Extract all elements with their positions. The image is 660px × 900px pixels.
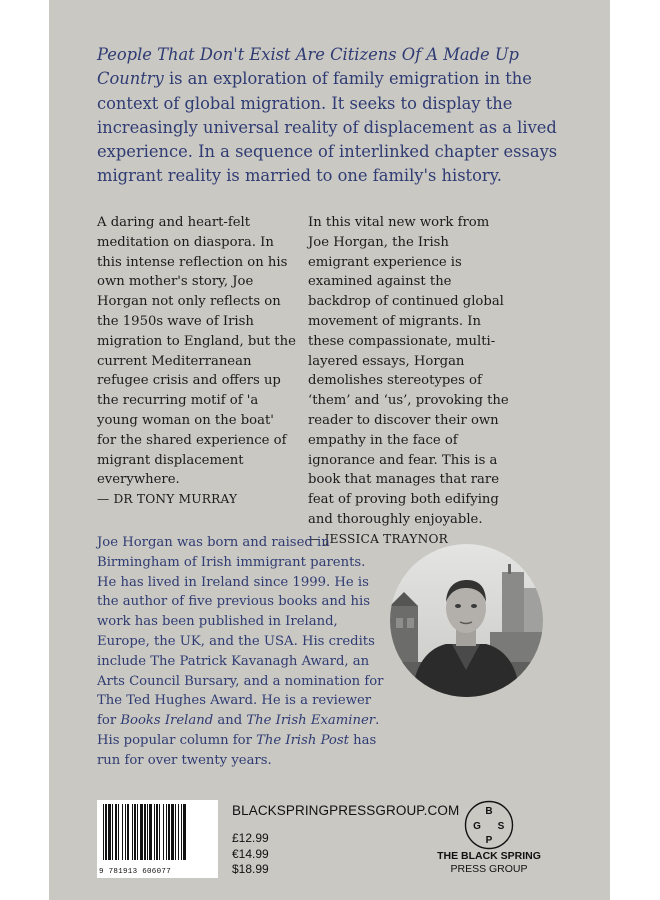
barcode-bar: [115, 804, 117, 860]
blurb-text: is an exploration of family emigration in the context of global migration. It seeks to display the increasingly universal reality of displacement as a lived experience. In a sequence of interlinked chapter essays migrant reality is married to one family's history.: [97, 69, 558, 186]
back-cover: [49, 0, 610, 900]
barcode-bars: [97, 800, 218, 864]
review-left: [97, 213, 297, 510]
barcode-bar: [175, 804, 176, 860]
review-author: — DR TONY MURRAY: [97, 492, 238, 507]
bio-text: has run for over twenty years.: [97, 732, 377, 768]
publisher-name: [419, 850, 559, 876]
barcode-bar: [171, 804, 174, 860]
logo-letter: G: [473, 821, 481, 832]
barcode-bar: [125, 804, 126, 860]
blurb-paragraph: [97, 43, 567, 189]
publication-name: The Irish Examiner: [246, 713, 376, 729]
barcode-bar: [159, 804, 160, 860]
barcode-bar: [156, 804, 158, 860]
logo-letter: S: [497, 821, 505, 832]
author-photo: [390, 544, 543, 697]
barcode-bar: [140, 804, 143, 860]
author-bio: [97, 533, 387, 771]
review-text: A daring and heart-felt meditation on diaspora. In this intense reflection on his own mother's story, Joe Horgan not only reflects on the 1950s wave of Irish migration to England, but the current Mediterranean refugee crisis and offers up the recurring motif of 'a young woman on the boat' for the shared experience of migrant displacement everywhere.: [97, 215, 296, 488]
barcode: [97, 800, 218, 878]
bio-text: Joe Horgan was born and raised in Birmingham of Irish immigrant parents. He has lived in Ireland since 1999. He is the author of five previous books and his work has been published in Ireland, Europe, the UK, and the USA. His credits include The Patrick Kavanagh Award, an Arts Council Bursary, and a nomination for The Ted Hughes Award. He is a reviewer for: [97, 535, 384, 729]
barcode-bar: [154, 804, 155, 860]
review-right: [308, 213, 513, 550]
barcode-bar: [137, 804, 138, 860]
barcode-bar: [144, 804, 146, 860]
barcode-bar: [178, 804, 179, 860]
barcode-bar: [108, 804, 111, 860]
publication-name: Books Ireland: [120, 713, 214, 729]
price-eur: €14.99: [232, 846, 269, 861]
publisher-name-line2: PRESS GROUP: [450, 863, 528, 875]
bio-text: and: [213, 713, 247, 729]
publisher-logo: [464, 800, 514, 850]
barcode-bar: [166, 804, 167, 860]
barcode-bar: [163, 804, 164, 860]
barcode-bar: [105, 804, 107, 860]
barcode-bar: [118, 804, 119, 860]
logo-letter: P: [485, 835, 493, 846]
barcode-bar: [132, 804, 133, 860]
barcode-bar: [181, 804, 182, 860]
barcode-bar: [134, 804, 136, 860]
barcode-bar: [168, 804, 170, 860]
barcode-bar: [103, 804, 104, 860]
barcode-bar: [149, 804, 152, 860]
barcode-bar: [122, 804, 123, 860]
price-gbp: £12.99: [232, 831, 269, 845]
book-title: People That Don't Exist Are Citizens Of A Made Up Country: [97, 45, 519, 89]
bio-text: . His popular column for: [97, 713, 380, 748]
publication-name: The Irish Post: [256, 732, 349, 748]
logo-letter: B: [485, 806, 493, 817]
barcode-bar: [127, 804, 129, 860]
review-author: — JESSICA TRAYNOR: [308, 531, 449, 546]
price-usd: $18.99: [232, 862, 269, 876]
review-text: In this vital new work from Joe Horgan, the Irish emigrant experience is examined against the backdrop of continued global movement of migrants. In these compassionate, multi-layered essays, Horgan demolishes stereotypes of ‘them’ and ‘us’, provoking the reader to discover their own empathy in the face of ignorance and fear. This is a book that manages that rare feat of proving both edifying and thoroughly enjoyable.: [308, 215, 509, 527]
barcode-bar: [112, 804, 113, 860]
website-url: BLACKSPRINGPRESSGROUP.COM: [232, 803, 460, 818]
barcode-bar: [147, 804, 148, 860]
isbn-digits: 9 781913 606077: [99, 868, 172, 876]
price-list: [232, 831, 269, 878]
barcode-bar: [183, 804, 186, 860]
publisher-name-bold: THE BLACK SPRING: [437, 850, 541, 862]
